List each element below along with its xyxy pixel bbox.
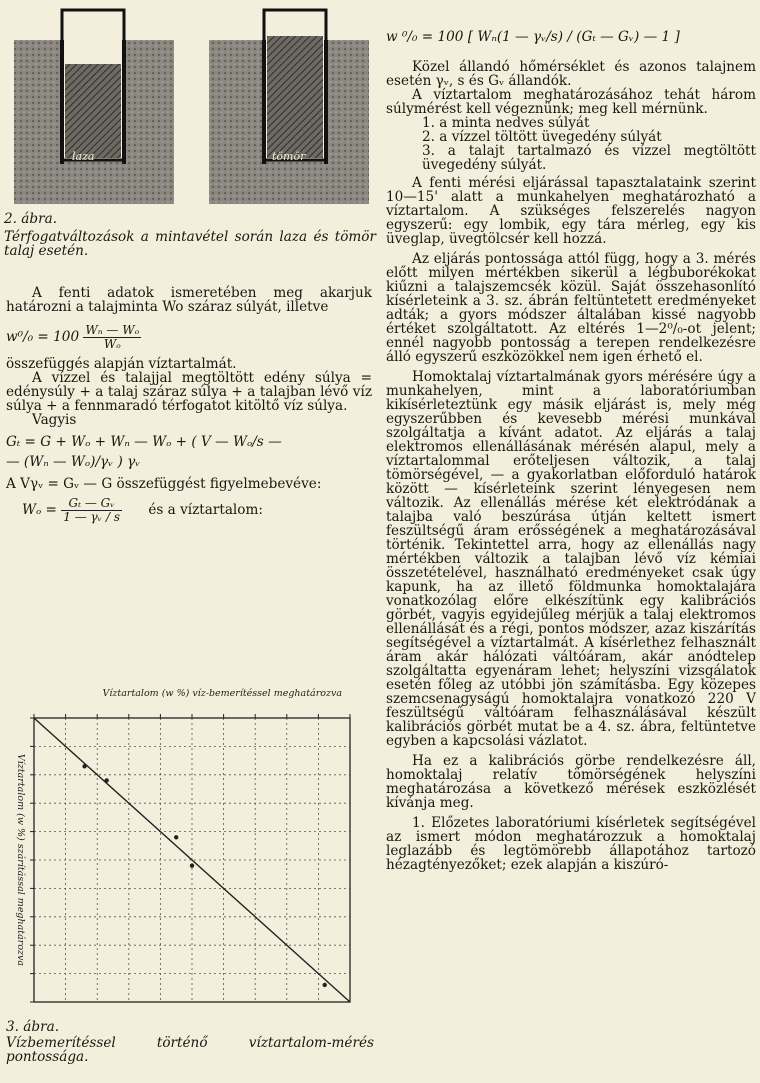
right-column bbox=[386, 0, 756, 1083]
right-paragraph-1: Közel állandó hőmérséklet és azonos talajnem esetén γᵥ, s és Gᵥ állandók. bbox=[386, 59, 756, 89]
label-laza: laza bbox=[72, 150, 95, 163]
figure-3-chart bbox=[6, 682, 374, 1010]
left-paragraph-4: Vagyis bbox=[32, 412, 77, 428]
x-axis-label: Víztartalom (w %) víz-bemerítéssel meghatározva bbox=[102, 688, 342, 699]
data-point bbox=[323, 983, 327, 987]
y-axis-label: Víztartalom (w %) szárítással meghatározva bbox=[15, 753, 26, 967]
list-item: 3. a talajt tartalmazó és vízzel megtöltött üvegedény súlyát. bbox=[422, 143, 756, 173]
equation-3: Wₒ = $\frac{\text{Gₜ — Gᵥ}}{\text{1 — γᵥ / s}}$ és a víztartalom: bbox=[22, 496, 263, 524]
figure-2-caption: Térfogatváltozások a mintavétel során laza és tömör talaj esetén. bbox=[4, 229, 376, 259]
equation-2-line-2: — (Wₙ — Wₒ)/γᵥ ) γᵥ bbox=[6, 454, 141, 470]
data-point bbox=[190, 863, 194, 867]
data-point bbox=[174, 835, 178, 839]
figure-3-number: 3. ábra. bbox=[6, 1019, 60, 1035]
data-point bbox=[82, 764, 86, 768]
left-paragraph-1: A fenti adatok ismeretében meg akarjuk határozni a talajminta Wo száraz súlyát, illetve bbox=[6, 285, 372, 315]
list-item: 1. a minta nedves súlyát bbox=[422, 115, 590, 131]
figure-2-number: 2. ábra. bbox=[4, 211, 58, 227]
label-tomor: tömör bbox=[272, 150, 306, 163]
right-paragraph-6: Ha ez a kalibrációs görbe rendelkezésre áll, homoktalaj relatív tömörségének helyszíni meghatározása a következő mérések eszközlését kívánja meg. bbox=[386, 753, 756, 811]
figure-2-illustration bbox=[14, 6, 369, 204]
list-item: 2. a vízzel töltött üvegedény súlyát bbox=[422, 129, 662, 145]
equation-top-right: w ⁰/₀ = 100 [ Wₙ(1 — γᵥ/s) / (Gₜ — Gᵥ) — 1 ] bbox=[386, 29, 680, 45]
right-paragraph-2: A víztartalom meghatározásához tehát három súlymérést kell végeznünk; meg kell mérnünk. bbox=[386, 87, 756, 117]
left-paragraph-3: A vízzel és talajjal megtöltött edény súlya = edénysúly + a talaj száraz súlya + a talajban lévő víz súlya + a fennmaradó térfogatot kitöltő víz súlya. bbox=[6, 370, 372, 414]
left-column bbox=[4, 0, 376, 1083]
right-paragraph-4: Az eljárás pontossága attól függ, hogy a 3. mérés előtt milyen mértékben sikerül a légbuborékokat kiűzni a talajszemcsék közül. Saját összehasonlító kísérleteink a 3. sz. ábrán feltüntetett eredményeket adták; a gyors módszer általában kissé nagyobb értéket szolgáltatott. Az eltérés 1—2⁰/₀-ot jelent; ennél nagyobb pontosság a terepen rendelkezésre álló egyszerű eszközökkel nem igen érhető el. bbox=[386, 251, 756, 365]
data-point bbox=[104, 778, 108, 782]
equation-1: w⁰/₀ = 100 $\frac{\text{Wₙ — Wₒ}}{\text{Wₒ}}$ bbox=[6, 323, 140, 351]
figure-3 bbox=[6, 682, 374, 1065]
right-paragraph-5: Homoktalaj víztartalmának gyors mérésére úgy a munkahelyen, mint a laboratóriumban kikísérleteztünk egy másik eljárást is, mely még egyszerűbben és kevesebb mérési munkával szolgáltatja a kívánt adatot. Az eljárás a talaj elektromos ellenállásának mérésén alapul, mely a víztartalommal erőteljesen változik, a talaj tömörségével, — a gyakorlatban előforduló határok között — kísérleteink szerint lényegesen nem változik. Az ellenállás mérése két elektródának a talajba való beszúrása útján keltett ismert feszültségű áram erősségének a meghatározásával történik. Tekintettel arra, hogy az ellenállás nagy mértékben változik a talajban lévő víz kémiai összetételével, használható eredményeket csak úgy kapunk, ha az illető földmunka homoktalajára vonatkozólag előre elkészítünk egy kalibrációs görbét, vagyis egyidejűleg mérjük a talaj elektromos ellenállását és a régi, pontos módszer, azaz kiszárítás segítségével a víztartalmát. A kísérlethez felhasznált áram akár hálózati váltóáram, akár anódtelep szolgáltatta egyenáram lehet; helyszíni vizsgálatok esetén főleg az utóbbi jön számításba. Egy közepes szemcsenagyságú homoktalajra vonatkozó 220 V feszültségű váltóáram felhasználásával készült kalibrációs görbét mutat be a 4. sz. ábra, feltüntetve egyben a kapcsolási vázlatot. bbox=[386, 369, 756, 749]
measurement-list bbox=[386, 116, 756, 172]
right-paragraph-3: A fenti mérési eljárással tapasztalataink szerint 10—15' alatt a munkahelyen meghatározható a víztartalom. A szükséges felszerelés nagyon egyszerű: egy lombik, egy tára mérleg, egy kis üveglap, üvegtölcsér kell hozzá. bbox=[386, 175, 756, 247]
left-paragraph-5: A Vγᵥ = Gᵥ — G összefüggést figyelmebevéve: bbox=[6, 476, 322, 492]
right-paragraph-7: 1. Előzetes laboratóriumi kísérletek segítségével az ismert módon meghatározzuk a homoktalaj leglazább és legtömörebb állapotához tartozó hézagtényezőket; ezek alapján a kiszúró- bbox=[386, 815, 756, 873]
left-paragraph-2: összefüggés alapján víztartalmát. bbox=[6, 356, 237, 372]
equation-2-line-1: Gₜ = G + Wₒ + Wₙ — Wₒ + ( V — Wₒ/s — bbox=[6, 434, 282, 450]
figure-3-caption: Vízbemerítéssel történő víztartalom-mérés pontossága. bbox=[6, 1035, 374, 1065]
